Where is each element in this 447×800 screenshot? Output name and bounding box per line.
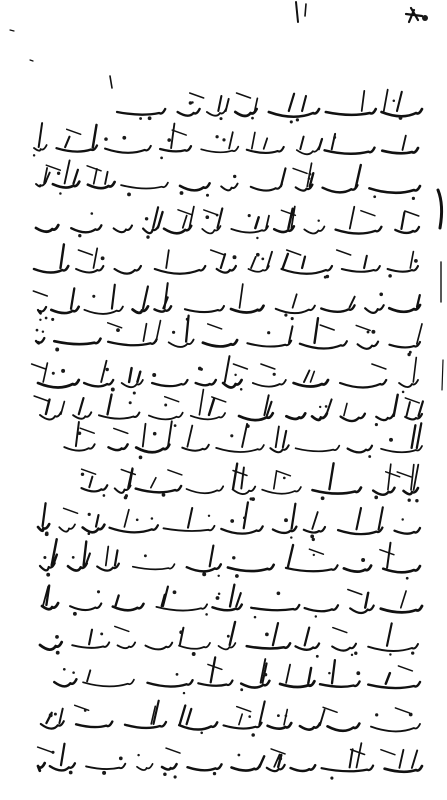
manuscript-line bbox=[32, 356, 418, 394]
manuscript-line bbox=[117, 90, 422, 124]
scan-marks bbox=[10, 2, 443, 390]
manuscript-line bbox=[36, 207, 419, 240]
manuscript-line bbox=[38, 743, 422, 779]
manuscript-line bbox=[38, 502, 420, 541]
manuscript-line bbox=[42, 585, 422, 619]
manuscript-line bbox=[54, 657, 420, 694]
manuscript-line bbox=[81, 463, 419, 502]
manuscript-line bbox=[34, 390, 423, 428]
manuscript-line bbox=[40, 539, 420, 579]
manuscript-line bbox=[41, 701, 420, 737]
manuscript-line bbox=[36, 316, 422, 356]
manuscript-lines bbox=[32, 90, 423, 780]
manuscript-line bbox=[36, 160, 420, 200]
manuscript-line bbox=[34, 244, 418, 278]
manuscript-line bbox=[64, 421, 422, 459]
manuscript-line bbox=[33, 123, 418, 159]
manuscript-line bbox=[40, 622, 418, 658]
manuscript-line bbox=[33, 283, 420, 321]
